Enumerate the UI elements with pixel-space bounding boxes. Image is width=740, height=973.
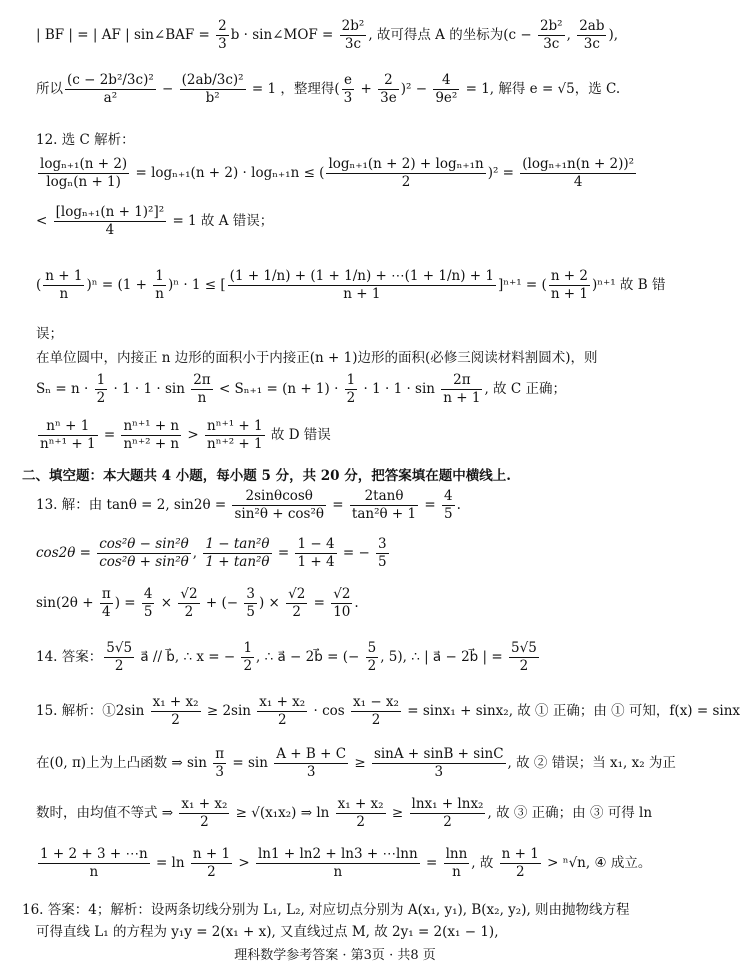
fraction: $\frac{\text{x₁ + x₂}}{2}$ <box>337 796 384 830</box>
fraction: $\frac{2ab}{3c}$ <box>579 18 605 52</box>
fraction: $\frac{2}{3}$ <box>218 18 227 52</box>
fraction: $\frac{\text{x₁ + x₂}}{2}$ <box>181 796 228 830</box>
line-17: 在(0, π)上为上凸函数 ⇒ sin $\frac{\pi}{3}$ = sin $\frac{A + B + C}{3}$ ≥ $\frac{\sin A + \sin B + \sin C}{3}$ , 故 ② 错误；当 x₁, x₂ 为正 <box>36 746 676 780</box>
line-16: 15. 解析：①2sin $\frac{\text{x₁ + x₂}}{2}$ ≥ 2sin $\frac{\text{x₁ + x₂}}{2}$ · cos $\frac{\text{x₁ − x₂}}{2}$ = sinx₁ + sinx₂, 故 ① 正确；由 ① 可知，f(x) = sinx <box>36 694 740 728</box>
fraction: $\frac{1}{2}$ <box>346 372 356 406</box>
fraction: $\frac{\text{x₁ + x₂}}{2}$ <box>152 694 199 728</box>
fraction: $\frac{\text{2b²}}{3c}$ <box>341 18 365 52</box>
page-footer: 理科数学参考答案 · 第3页 · 共8 页 <box>234 948 436 963</box>
line-2: 所以 $\frac{\text{(c − 2b²/3c)²}}{\text{a²}}$ − $\frac{\text{(2ab/3c)²}}{\text{b²}}$ = 1 ，整理得( $\frac{e}{3}$ + $\frac{2}{3e}$ )² − $\frac{4}{\text{9e²}}$ = 1, 解得 e = √5，选 C. <box>36 72 621 106</box>
line-8: 在单位圆中，内接正 n 边形的面积小于内接正(n + 1)边形的面积(必修三阅读材料割圆术)，则 <box>36 350 598 366</box>
fraction: $\frac{\text{x₁ + x₂}}{2}$ <box>259 694 306 728</box>
fraction: $\frac{\text{nⁿ⁺¹ + n}}{\text{nⁿ⁺² + n}}$ <box>123 418 180 452</box>
fraction: $\frac{\pi}{3}$ <box>215 746 225 780</box>
fraction: $\frac{1 + 2 + 3 + \cdots n}{n}$ <box>40 846 148 880</box>
fraction: $\frac{2\tan\theta}{\text{tan²θ + 1}}$ <box>351 488 417 522</box>
fraction: $\frac{5√5}{2}$ <box>106 640 133 674</box>
fraction: $\frac{\text{nⁿ + 1}}{\text{nⁿ⁺¹ + 1}}$ <box>40 418 96 452</box>
fraction: $\frac{1}{2}$ <box>96 372 106 406</box>
fraction: $\frac{\text{nⁿ⁺¹ + 1}}{\text{nⁿ⁺² + 1}}$ <box>207 418 263 452</box>
line-20: 16. 答案：4；解析：设两条切线分别为 L₁, L₂, 对应切点分别为 A(x₁, y₁), B(x₂, y₂), 则由抛物线方程 <box>22 902 630 918</box>
fraction: $\frac{\text{(2ab/3c)²}}{\text{b²}}$ <box>181 72 244 106</box>
line-5: < $\frac{\text{[logₙ₊₁(n + 1)²]²}}{4}$ = 1 故 A 错误； <box>36 204 274 238</box>
fraction: $\frac{\text{x₁ − x₂}}{2}$ <box>353 694 399 728</box>
line-18: 数时，由均值不等式 ⇒ $\frac{\text{x₁ + x₂}}{2}$ ≥ √(x₁x₂) ⇒ ln $\frac{\text{x₁ + x₂}}{2}$ ≥ $\frac{\text{lnx₁ + lnx₂}}{2}$ , 故 ③ 正确；由 ③ 可得 ln <box>36 796 653 830</box>
fraction: $\frac{\text{lnx₁ + lnx₂}}{2}$ <box>411 796 484 830</box>
line-1: | BF | = | AF | sin∠BAF = $\frac{2}{3}$ b · sin∠MOF = $\frac{\text{2b²}}{3c}$ , 故可得点 A 的坐标为(c − $\frac{\text{2b²}}{3c}$ , $\frac{2ab}{3c}$ ), <box>36 18 619 52</box>
fraction: $\frac{\ln 1 + \ln 2 + \ln 3 + \cdots\ln n}{n}$ <box>257 846 418 880</box>
line-4: $\frac{\text{logₙ₊₁(n + 2)}}{\text{logₙ(n + 1)}}$ = logₙ₊₁(n + 2) · logₙ₊₁n ≤ ( $\frac{\text{logₙ₊₁(n + 2) + logₙ₊₁n}}{2}$ )² = $\frac{\text{(logₙ₊₁n(n + 2))²}}{4}$ <box>40 156 635 190</box>
line-21: 可得直线 L₁ 的方程为 y₁y = 2(x₁ + x), 又直线过点 M, 故 2y₁ = 2(x₁ − 1), <box>36 924 499 940</box>
line-6: ( $\frac{n + 1}{n}$ )ⁿ = (1 + $\frac{1}{n}$ )ⁿ · 1 ≤ [ $\frac{(1 + 1/n) + (1 + 1/n) + \cdots(1 + 1/n) + 1}{n + 1}$ ]ⁿ⁺¹ = ( $\frac{n + 2}{n + 1}$ )ⁿ⁺¹ 故 B 错 <box>36 268 666 302</box>
fraction: $\frac{1}{2}$ <box>243 640 253 674</box>
fraction: $\frac{n + 1}{n}$ <box>45 268 83 302</box>
fraction: $\frac{\text{2b²}}{3c}$ <box>539 18 563 52</box>
fraction: $\frac{A + B + C}{3}$ <box>276 746 347 780</box>
fraction: $\frac{\sin A + \sin B + \sin C}{3}$ <box>373 746 504 780</box>
fraction: $\frac{2\sin\theta\cos\theta}{\text{sin²θ + cos²θ}}$ <box>234 488 324 522</box>
fraction: $\frac{3}{5}$ <box>246 586 255 620</box>
line-10: $\frac{\text{nⁿ + 1}}{\text{nⁿ⁺¹ + 1}}$ = $\frac{\text{nⁿ⁺¹ + n}}{\text{nⁿ⁺² + n}}$ > $\frac{\text{nⁿ⁺¹ + 1}}{\text{nⁿ⁺² + 1}}$ 故 D 错误 <box>40 418 331 452</box>
fraction: $\frac{n + 2}{n + 1}$ <box>550 268 588 302</box>
fraction: $\frac{\text{(logₙ₊₁n(n + 2))²}}{4}$ <box>522 156 635 190</box>
line-15: 14. 答案： $\frac{5√5}{2}$ a⃗ // b⃗, ∴ x = − $\frac{1}{2}$ , ∴ a⃗ − 2b⃗ = (− $\frac{5}{2}$ , 5), ∴ | a⃗ − 2b⃗ | = $\frac{5√5}{2}$ <box>36 640 537 674</box>
fraction: $\frac{1}{n}$ <box>155 268 164 302</box>
fraction: $\frac{e}{3}$ <box>343 72 353 106</box>
fraction: $\frac{4}{5}$ <box>143 586 153 620</box>
fraction: $\frac{3}{5}$ <box>378 536 387 570</box>
line-13: cos2θ = $\frac{\text{cos²θ − sin²θ}}{\text{cos²θ + sin²θ}}$ , $\frac{\text{1 − tan²θ}}{\text{1 + tan²θ}}$ = $\frac{1 - 4}{1 + 4}$ = − $\frac{3}{5}$ <box>36 536 387 570</box>
fraction: $\frac{√2}{2}$ <box>180 586 198 620</box>
fraction: $\frac{2\pi}{n}$ <box>193 372 211 406</box>
section-heading: 二、填空题：本大题共 4 小题，每小题 5 分，共 20 分，把答案填在题中横线上. <box>22 468 511 484</box>
fraction: $\frac{√2}{2}$ <box>288 586 306 620</box>
fraction: $\frac{\text{logₙ₊₁(n + 2) + logₙ₊₁n}}{2}$ <box>328 156 484 190</box>
fraction: $\frac{(1 + 1/n) + (1 + 1/n) + \cdots(1 + 1/n) + 1}{n + 1}$ <box>229 268 494 302</box>
fraction: $\frac{\text{[logₙ₊₁(n + 1)²]²}}{4}$ <box>55 204 165 238</box>
fraction: $\frac{\pi}{4}$ <box>101 586 111 620</box>
fraction: $\frac{n + 1}{2}$ <box>501 846 539 880</box>
line-9: Sₙ = n · $\frac{1}{2}$ · 1 · 1 · sin $\frac{2\pi}{n}$ < Sₙ₊₁ = (n + 1) · $\frac{1}{2}$ · 1 · 1 · sin $\frac{2\pi}{n + 1}$ , 故 C 正确； <box>36 372 566 406</box>
line-7: 误； <box>36 326 63 342</box>
fraction: $\frac{\ln n}{n}$ <box>445 846 468 880</box>
fraction: $\frac{5}{2}$ <box>367 640 377 674</box>
fraction: $\frac{1 - 4}{1 + 4}$ <box>297 536 335 570</box>
fraction: $\frac{\text{cos²θ − sin²θ}}{\text{cos²θ + sin²θ}}$ <box>99 536 189 570</box>
fraction: $\frac{2}{3e}$ <box>380 72 397 106</box>
fraction: $\frac{5√5}{2}$ <box>511 640 537 674</box>
fraction: $\frac{√2}{10}$ <box>333 586 351 620</box>
fraction: $\frac{2\pi}{n + 1}$ <box>443 372 481 406</box>
fraction: $\frac{\text{(c − 2b²/3c)²}}{\text{a²}}$ <box>67 72 154 106</box>
line-19: $\frac{1 + 2 + 3 + \cdots n}{n}$ = ln $\frac{n + 1}{2}$ > $\frac{\ln 1 + \ln 2 + \ln 3 + \cdots\ln n}{n}$ = $\frac{\ln n}{n}$ , 故 $\frac{n + 1}{2}$ > ⁿ√n, ④ 成立。 <box>40 846 652 880</box>
line-14: sin(2θ + $\frac{\pi}{4}$ ) = $\frac{4}{5}$ × $\frac{√2}{2}$ + (− $\frac{3}{5}$ ) × $\frac{√2}{2}$ = $\frac{√2}{10}$ . <box>36 586 359 620</box>
line-3: 12. 选 C 解析： <box>36 132 135 148</box>
fraction: $\frac{n + 1}{2}$ <box>192 846 231 880</box>
fraction: $\frac{\text{1 − tan²θ}}{\text{1 + tan²θ}}$ <box>205 536 270 570</box>
fraction: $\frac{4}{\text{9e²}}$ <box>435 72 458 106</box>
fraction: $\frac{\text{logₙ₊₁(n + 2)}}{\text{logₙ(n + 1)}}$ <box>40 156 128 190</box>
line-12: 13. 解：由 tanθ = 2, sin2θ = $\frac{2\sin\theta\cos\theta}{\text{sin²θ + cos²θ}}$ = $\frac{2\tan\theta}{\text{tan²θ + 1}}$ = $\frac{4}{5}$ . <box>36 488 461 522</box>
fraction: $\frac{4}{5}$ <box>444 488 453 522</box>
